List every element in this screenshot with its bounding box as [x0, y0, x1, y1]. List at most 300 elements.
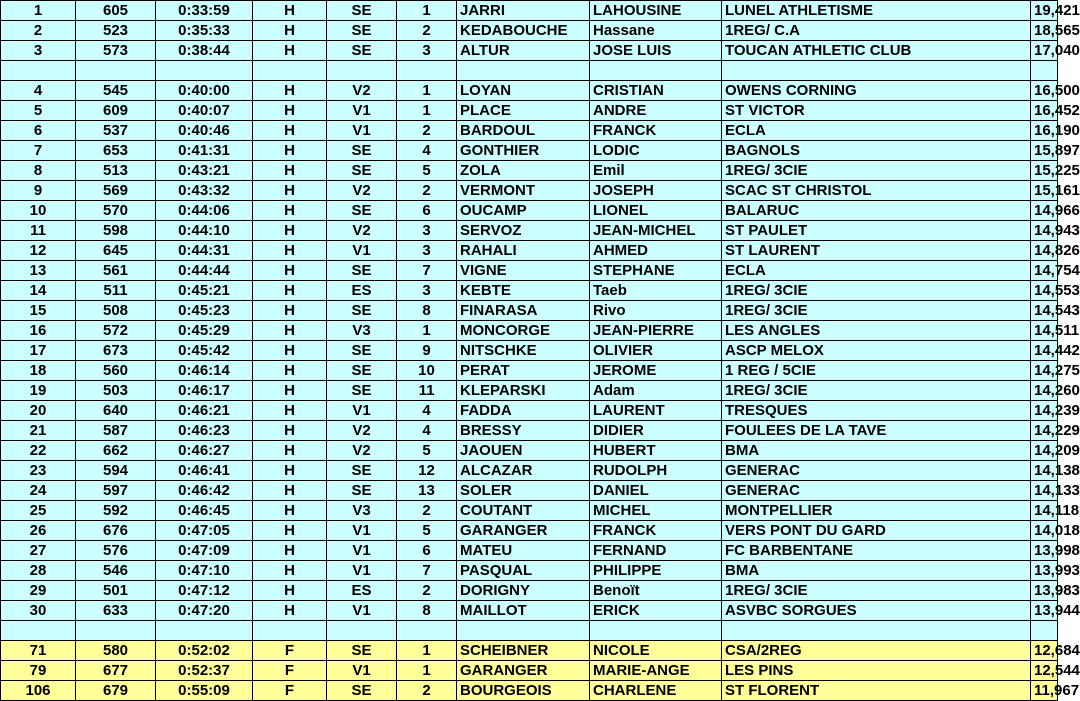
table-row	[1, 441, 1058, 461]
bib-cell: 580	[76, 641, 156, 661]
sex-cell: H	[253, 1, 327, 21]
category-rank-cell: 5	[397, 521, 457, 541]
category-rank-cell: 10	[397, 361, 457, 381]
last-name-cell: PLACE	[457, 101, 590, 121]
table-row	[1, 361, 1058, 381]
time-cell: 0:47:20	[156, 601, 253, 621]
last-name-cell: KEDABOUCHE	[457, 21, 590, 41]
table-row	[1, 341, 1058, 361]
sex-cell: H	[253, 401, 327, 421]
speed-cell: 13,993	[1031, 561, 1058, 581]
first-name-cell: JOSEPH	[590, 181, 722, 201]
first-name-cell: NICOLE	[590, 641, 722, 661]
club-cell: 1REG/ 3CIE	[722, 161, 1031, 181]
club-cell: GENERAC	[722, 481, 1031, 501]
table-row	[1, 161, 1058, 181]
speed-cell: 14,260	[1031, 381, 1058, 401]
club-cell: ST VICTOR	[722, 101, 1031, 121]
speed-cell: 15,897	[1031, 141, 1058, 161]
time-cell: 0:44:06	[156, 201, 253, 221]
first-name-cell: MARIE-ANGE	[590, 661, 722, 681]
time-cell: 0:40:46	[156, 121, 253, 141]
rank-cell: 79	[1, 661, 76, 681]
table-row	[1, 401, 1058, 421]
club-cell: ECLA	[722, 121, 1031, 141]
club-cell: LES PINS	[722, 661, 1031, 681]
rank-cell: 5	[1, 101, 76, 121]
time-cell: 0:33:59	[156, 1, 253, 21]
bib-cell: 560	[76, 361, 156, 381]
club-cell: CSA/2REG	[722, 641, 1031, 661]
empty-cell	[722, 621, 1031, 641]
sex-cell: H	[253, 481, 327, 501]
bib-cell: 546	[76, 561, 156, 581]
category-cell: SE	[327, 681, 397, 701]
table-row	[1, 181, 1058, 201]
category-rank-cell: 2	[397, 581, 457, 601]
time-cell: 0:46:17	[156, 381, 253, 401]
club-cell: LUNEL ATHLETISME	[722, 1, 1031, 21]
rank-cell: 26	[1, 521, 76, 541]
rank-cell: 19	[1, 381, 76, 401]
rank-cell: 11	[1, 221, 76, 241]
sex-cell: H	[253, 361, 327, 381]
bib-cell: 597	[76, 481, 156, 501]
category-cell: SE	[327, 361, 397, 381]
time-cell: 0:46:27	[156, 441, 253, 461]
sex-cell: H	[253, 601, 327, 621]
rank-cell: 13	[1, 261, 76, 281]
time-cell: 0:44:44	[156, 261, 253, 281]
first-name-cell: FRANCK	[590, 521, 722, 541]
category-rank-cell: 2	[397, 501, 457, 521]
empty-cell	[76, 61, 156, 81]
rank-cell: 16	[1, 321, 76, 341]
club-cell: ECLA	[722, 261, 1031, 281]
sex-cell: H	[253, 301, 327, 321]
table-row	[1, 121, 1058, 141]
category-rank-cell: 9	[397, 341, 457, 361]
bib-cell: 594	[76, 461, 156, 481]
bib-cell: 598	[76, 221, 156, 241]
speed-cell: 19,421	[1031, 1, 1058, 21]
rank-cell: 106	[1, 681, 76, 701]
category-rank-cell: 2	[397, 21, 457, 41]
results-body	[1, 1, 1080, 701]
last-name-cell: JAOUEN	[457, 441, 590, 461]
first-name-cell: DANIEL	[590, 481, 722, 501]
category-cell: V1	[327, 601, 397, 621]
speed-cell: 14,553	[1031, 281, 1058, 301]
bib-cell: 508	[76, 301, 156, 321]
sex-cell: H	[253, 321, 327, 341]
table-row	[1, 461, 1058, 481]
time-cell: 0:47:05	[156, 521, 253, 541]
empty-cell	[327, 61, 397, 81]
bib-cell: 640	[76, 401, 156, 421]
club-cell: BMA	[722, 561, 1031, 581]
bib-cell: 653	[76, 141, 156, 161]
speed-cell: 18,565	[1031, 21, 1058, 41]
first-name-cell: DIDIER	[590, 421, 722, 441]
empty-cell	[253, 61, 327, 81]
sex-cell: H	[253, 441, 327, 461]
speed-cell: 14,966	[1031, 201, 1058, 221]
category-rank-cell: 2	[397, 121, 457, 141]
time-cell: 0:43:21	[156, 161, 253, 181]
category-cell: SE	[327, 341, 397, 361]
first-name-cell: ANDRE	[590, 101, 722, 121]
sex-cell: F	[253, 641, 327, 661]
first-name-cell: Benoït	[590, 581, 722, 601]
last-name-cell: KEBTE	[457, 281, 590, 301]
table-row	[1, 101, 1058, 121]
club-cell: 1REG/ 3CIE	[722, 281, 1031, 301]
sex-cell: H	[253, 161, 327, 181]
empty-cell	[590, 621, 722, 641]
speed-cell: 14,018	[1031, 521, 1058, 541]
table-row	[1, 281, 1058, 301]
speed-cell: 12,684	[1031, 641, 1058, 661]
table-row	[1, 421, 1058, 441]
speed-cell: 11,967	[1031, 681, 1058, 701]
club-cell: ST LAURENT	[722, 241, 1031, 261]
club-cell: OWENS CORNING	[722, 81, 1031, 101]
category-cell: V1	[327, 561, 397, 581]
sex-cell: H	[253, 381, 327, 401]
time-cell: 0:46:21	[156, 401, 253, 421]
category-cell: V1	[327, 121, 397, 141]
sex-cell: H	[253, 281, 327, 301]
rank-cell: 14	[1, 281, 76, 301]
sex-cell: H	[253, 101, 327, 121]
rank-cell: 23	[1, 461, 76, 481]
time-cell: 0:44:31	[156, 241, 253, 261]
speed-cell: 14,239	[1031, 401, 1058, 421]
speed-cell: 13,983	[1031, 581, 1058, 601]
last-name-cell: COUTANT	[457, 501, 590, 521]
time-cell: 0:47:10	[156, 561, 253, 581]
bib-cell: 673	[76, 341, 156, 361]
speed-cell: 14,543	[1031, 301, 1058, 321]
time-cell: 0:35:33	[156, 21, 253, 41]
category-rank-cell: 4	[397, 401, 457, 421]
rank-cell: 7	[1, 141, 76, 161]
sex-cell: F	[253, 681, 327, 701]
last-name-cell: KLEPARSKI	[457, 381, 590, 401]
category-rank-cell: 1	[397, 81, 457, 101]
speed-cell: 13,944	[1031, 601, 1058, 621]
club-cell: BAGNOLS	[722, 141, 1031, 161]
bib-cell: 511	[76, 281, 156, 301]
club-cell: LES ANGLES	[722, 321, 1031, 341]
bib-cell: 679	[76, 681, 156, 701]
last-name-cell: JARRI	[457, 1, 590, 21]
speed-cell: 17,040	[1031, 41, 1058, 61]
category-cell: SE	[327, 161, 397, 181]
club-cell: 1 REG / 5CIE	[722, 361, 1031, 381]
club-cell: ST PAULET	[722, 221, 1031, 241]
sex-cell: H	[253, 561, 327, 581]
first-name-cell: Taeb	[590, 281, 722, 301]
last-name-cell: PASQUAL	[457, 561, 590, 581]
time-cell: 0:40:07	[156, 101, 253, 121]
sex-cell: H	[253, 181, 327, 201]
category-cell: V2	[327, 81, 397, 101]
last-name-cell: ZOLA	[457, 161, 590, 181]
club-cell: SCAC ST CHRISTOL	[722, 181, 1031, 201]
table-row	[1, 661, 1058, 681]
bib-cell: 662	[76, 441, 156, 461]
last-name-cell: BARDOUL	[457, 121, 590, 141]
empty-cell	[457, 621, 590, 641]
sex-cell: H	[253, 121, 327, 141]
speed-cell: 14,826	[1031, 241, 1058, 261]
first-name-cell: LODIC	[590, 141, 722, 161]
category-rank-cell: 4	[397, 421, 457, 441]
table-row	[1, 641, 1058, 661]
bib-cell: 676	[76, 521, 156, 541]
rank-cell: 20	[1, 401, 76, 421]
table-row	[1, 601, 1058, 621]
rank-cell: 2	[1, 21, 76, 41]
category-cell: SE	[327, 21, 397, 41]
table-row	[1, 521, 1058, 541]
category-cell: V3	[327, 321, 397, 341]
category-rank-cell: 5	[397, 441, 457, 461]
table-row	[1, 301, 1058, 321]
bib-cell: 523	[76, 21, 156, 41]
sex-cell: H	[253, 241, 327, 261]
last-name-cell: GARANGER	[457, 521, 590, 541]
bib-cell: 573	[76, 41, 156, 61]
rank-cell: 24	[1, 481, 76, 501]
first-name-cell: PHILIPPE	[590, 561, 722, 581]
table-row	[1, 321, 1058, 341]
bib-cell: 587	[76, 421, 156, 441]
speed-cell: 14,229	[1031, 421, 1058, 441]
speed-cell: 14,511	[1031, 321, 1058, 341]
time-cell: 0:41:31	[156, 141, 253, 161]
club-cell: ST FLORENT	[722, 681, 1031, 701]
time-cell: 0:46:42	[156, 481, 253, 501]
sex-cell: F	[253, 661, 327, 681]
time-cell: 0:52:37	[156, 661, 253, 681]
category-rank-cell: 7	[397, 261, 457, 281]
bib-cell: 569	[76, 181, 156, 201]
speed-cell: 14,754	[1031, 261, 1058, 281]
category-cell: V2	[327, 181, 397, 201]
club-cell: FC BARBENTANE	[722, 541, 1031, 561]
club-cell: ASVBC SORGUES	[722, 601, 1031, 621]
last-name-cell: SERVOZ	[457, 221, 590, 241]
first-name-cell: Rivo	[590, 301, 722, 321]
category-cell: V1	[327, 241, 397, 261]
empty-cell	[253, 621, 327, 641]
bib-cell: 561	[76, 261, 156, 281]
first-name-cell: JEAN-PIERRE	[590, 321, 722, 341]
time-cell: 0:47:12	[156, 581, 253, 601]
last-name-cell: SOLER	[457, 481, 590, 501]
last-name-cell: PERAT	[457, 361, 590, 381]
category-cell: SE	[327, 301, 397, 321]
empty-cell	[156, 61, 253, 81]
first-name-cell: OLIVIER	[590, 341, 722, 361]
club-cell: BALARUC	[722, 201, 1031, 221]
last-name-cell: DORIGNY	[457, 581, 590, 601]
last-name-cell: RAHALI	[457, 241, 590, 261]
speed-cell: 14,138	[1031, 461, 1058, 481]
rank-cell: 6	[1, 121, 76, 141]
category-cell: ES	[327, 581, 397, 601]
table-row	[1, 681, 1058, 701]
first-name-cell: JEAN-MICHEL	[590, 221, 722, 241]
bib-cell: 592	[76, 501, 156, 521]
rank-cell: 30	[1, 601, 76, 621]
sex-cell: H	[253, 221, 327, 241]
category-cell: V2	[327, 421, 397, 441]
rank-cell: 8	[1, 161, 76, 181]
first-name-cell: FRANCK	[590, 121, 722, 141]
speed-cell: 14,133	[1031, 481, 1058, 501]
category-cell: V1	[327, 661, 397, 681]
club-cell: BMA	[722, 441, 1031, 461]
category-cell: V3	[327, 501, 397, 521]
speed-cell: 16,500	[1031, 81, 1058, 101]
table-row	[1, 41, 1058, 61]
club-cell: 1REG/ 3CIE	[722, 581, 1031, 601]
speed-cell: 12,544	[1031, 661, 1058, 681]
separator-row	[1, 61, 1058, 81]
time-cell: 0:45:23	[156, 301, 253, 321]
category-cell: SE	[327, 141, 397, 161]
speed-cell: 15,225	[1031, 161, 1058, 181]
category-rank-cell: 12	[397, 461, 457, 481]
table-row	[1, 561, 1058, 581]
rank-cell: 27	[1, 541, 76, 561]
table-row	[1, 21, 1058, 41]
first-name-cell: Hassane	[590, 21, 722, 41]
club-cell: VERS PONT DU GARD	[722, 521, 1031, 541]
category-rank-cell: 1	[397, 661, 457, 681]
sex-cell: H	[253, 41, 327, 61]
empty-cell	[1, 61, 76, 81]
category-rank-cell: 3	[397, 241, 457, 261]
rank-cell: 4	[1, 81, 76, 101]
empty-cell	[397, 61, 457, 81]
table-row	[1, 81, 1058, 101]
first-name-cell: HUBERT	[590, 441, 722, 461]
category-rank-cell: 1	[397, 101, 457, 121]
speed-cell: 14,118	[1031, 501, 1058, 521]
first-name-cell: CRISTIAN	[590, 81, 722, 101]
rank-cell: 28	[1, 561, 76, 581]
sex-cell: H	[253, 141, 327, 161]
time-cell: 0:46:23	[156, 421, 253, 441]
sex-cell: H	[253, 421, 327, 441]
first-name-cell: JOSE LUIS	[590, 41, 722, 61]
bib-cell: 501	[76, 581, 156, 601]
time-cell: 0:52:02	[156, 641, 253, 661]
time-cell: 0:44:10	[156, 221, 253, 241]
time-cell: 0:45:29	[156, 321, 253, 341]
category-cell: V1	[327, 101, 397, 121]
rank-cell: 21	[1, 421, 76, 441]
time-cell: 0:46:45	[156, 501, 253, 521]
category-rank-cell: 3	[397, 41, 457, 61]
sex-cell: H	[253, 521, 327, 541]
category-rank-cell: 8	[397, 301, 457, 321]
time-cell: 0:45:21	[156, 281, 253, 301]
last-name-cell: GONTHIER	[457, 141, 590, 161]
bib-cell: 503	[76, 381, 156, 401]
last-name-cell: NITSCHKE	[457, 341, 590, 361]
first-name-cell: JEROME	[590, 361, 722, 381]
table-row	[1, 201, 1058, 221]
category-cell: SE	[327, 641, 397, 661]
time-cell: 0:47:09	[156, 541, 253, 561]
club-cell: MONTPELLIER	[722, 501, 1031, 521]
last-name-cell: MATEU	[457, 541, 590, 561]
last-name-cell: MONCORGE	[457, 321, 590, 341]
last-name-cell: GARANGER	[457, 661, 590, 681]
club-cell: 1REG/ C.A	[722, 21, 1031, 41]
category-cell: ES	[327, 281, 397, 301]
last-name-cell: FADDA	[457, 401, 590, 421]
rank-cell: 10	[1, 201, 76, 221]
category-rank-cell: 1	[397, 641, 457, 661]
first-name-cell: FERNAND	[590, 541, 722, 561]
last-name-cell: FINARASA	[457, 301, 590, 321]
category-rank-cell: 13	[397, 481, 457, 501]
table-row	[1, 1, 1058, 21]
category-rank-cell: 8	[397, 601, 457, 621]
club-cell: 1REG/ 3CIE	[722, 301, 1031, 321]
speed-cell: 14,209	[1031, 441, 1058, 461]
bib-cell: 545	[76, 81, 156, 101]
bib-cell: 513	[76, 161, 156, 181]
club-cell: 1REG/ 3CIE	[722, 381, 1031, 401]
empty-cell	[1031, 621, 1058, 641]
sex-cell: H	[253, 201, 327, 221]
rank-cell: 29	[1, 581, 76, 601]
empty-cell	[76, 621, 156, 641]
category-cell: V2	[327, 441, 397, 461]
category-rank-cell: 6	[397, 541, 457, 561]
first-name-cell: STEPHANE	[590, 261, 722, 281]
rank-cell: 3	[1, 41, 76, 61]
last-name-cell: ALTUR	[457, 41, 590, 61]
time-cell: 0:40:00	[156, 81, 253, 101]
category-cell: V1	[327, 521, 397, 541]
rank-cell: 9	[1, 181, 76, 201]
first-name-cell: ERICK	[590, 601, 722, 621]
time-cell: 0:38:44	[156, 41, 253, 61]
time-cell: 0:46:14	[156, 361, 253, 381]
time-cell: 0:55:09	[156, 681, 253, 701]
first-name-cell: LAURENT	[590, 401, 722, 421]
table-row	[1, 261, 1058, 281]
category-cell: V1	[327, 541, 397, 561]
category-rank-cell: 3	[397, 221, 457, 241]
rank-cell: 1	[1, 1, 76, 21]
first-name-cell: LIONEL	[590, 201, 722, 221]
bib-cell: 572	[76, 321, 156, 341]
bib-cell: 570	[76, 201, 156, 221]
rank-cell: 12	[1, 241, 76, 261]
empty-cell	[156, 621, 253, 641]
speed-cell: 13,998	[1031, 541, 1058, 561]
